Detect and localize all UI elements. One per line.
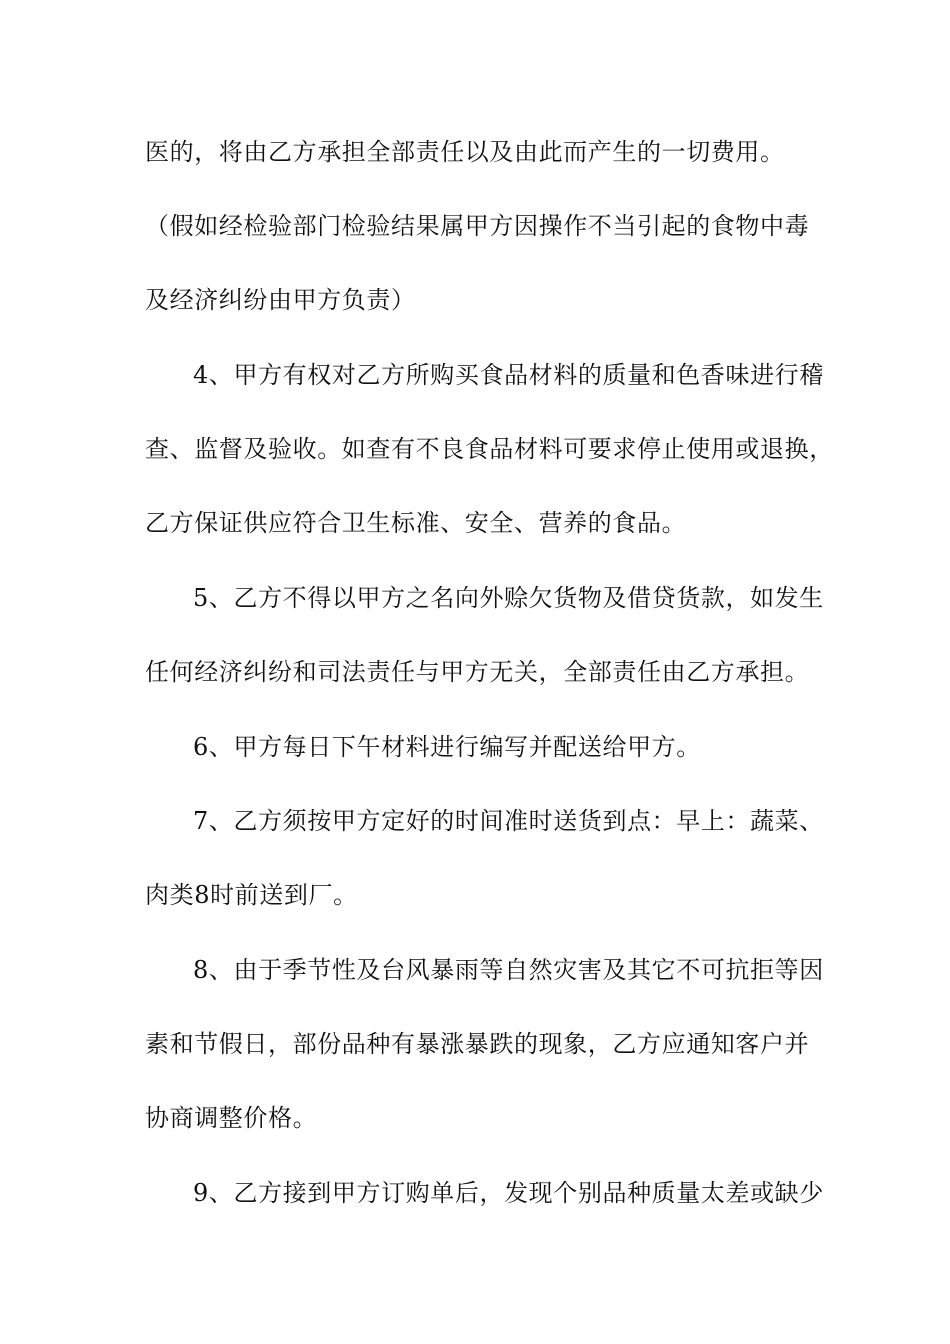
clause-9-line-1: 9、乙方接到甲方订购单后，发现个别品种质量太差或缺少 xyxy=(193,1179,824,1207)
clause-7-line-1: 7、乙方须按甲方定好的时间准时送货到点：早上：蔬菜、 xyxy=(193,807,824,835)
text-line: 协商调整价格。 xyxy=(145,1104,318,1132)
clause-8-line-1: 8、由于季节性及台风暴雨等自然灾害及其它不可抗拒等因 xyxy=(193,956,824,984)
text-line: （假如经检验部门检验结果属甲方因操作不当引起的食物中毒 xyxy=(145,212,810,240)
text-line: 查、监督及验收。如查有不良食品材料可要求停止使用或退换， xyxy=(145,435,834,463)
text-line: 肉类8时前送到厂。 xyxy=(145,881,358,909)
text-line: 及经济纠纷由甲方负责） xyxy=(145,286,416,314)
text-line: 素和节假日，部份品种有暴涨暴跌的现象，乙方应通知客户并 xyxy=(145,1030,810,1058)
clause-4-line-1: 4、甲方有权对乙方所购买食品材料的质量和色香味进行稽 xyxy=(193,361,824,389)
text-line: 任何经济纠纷和司法责任与甲方无关，全部责任由乙方承担。 xyxy=(145,658,810,686)
text-line: 乙方保证供应符合卫生标准、安全、营养的食品。 xyxy=(145,509,687,537)
text-line: 医的，将由乙方承担全部责任以及由此而产生的一切费用。 xyxy=(145,138,785,166)
clause-6-line-1: 6、甲方每日下午材料进行编写并配送给甲方。 xyxy=(193,733,701,761)
clause-5-line-1: 5、乙方不得以甲方之名向外赊欠货物及借贷货款，如发生 xyxy=(193,584,824,612)
